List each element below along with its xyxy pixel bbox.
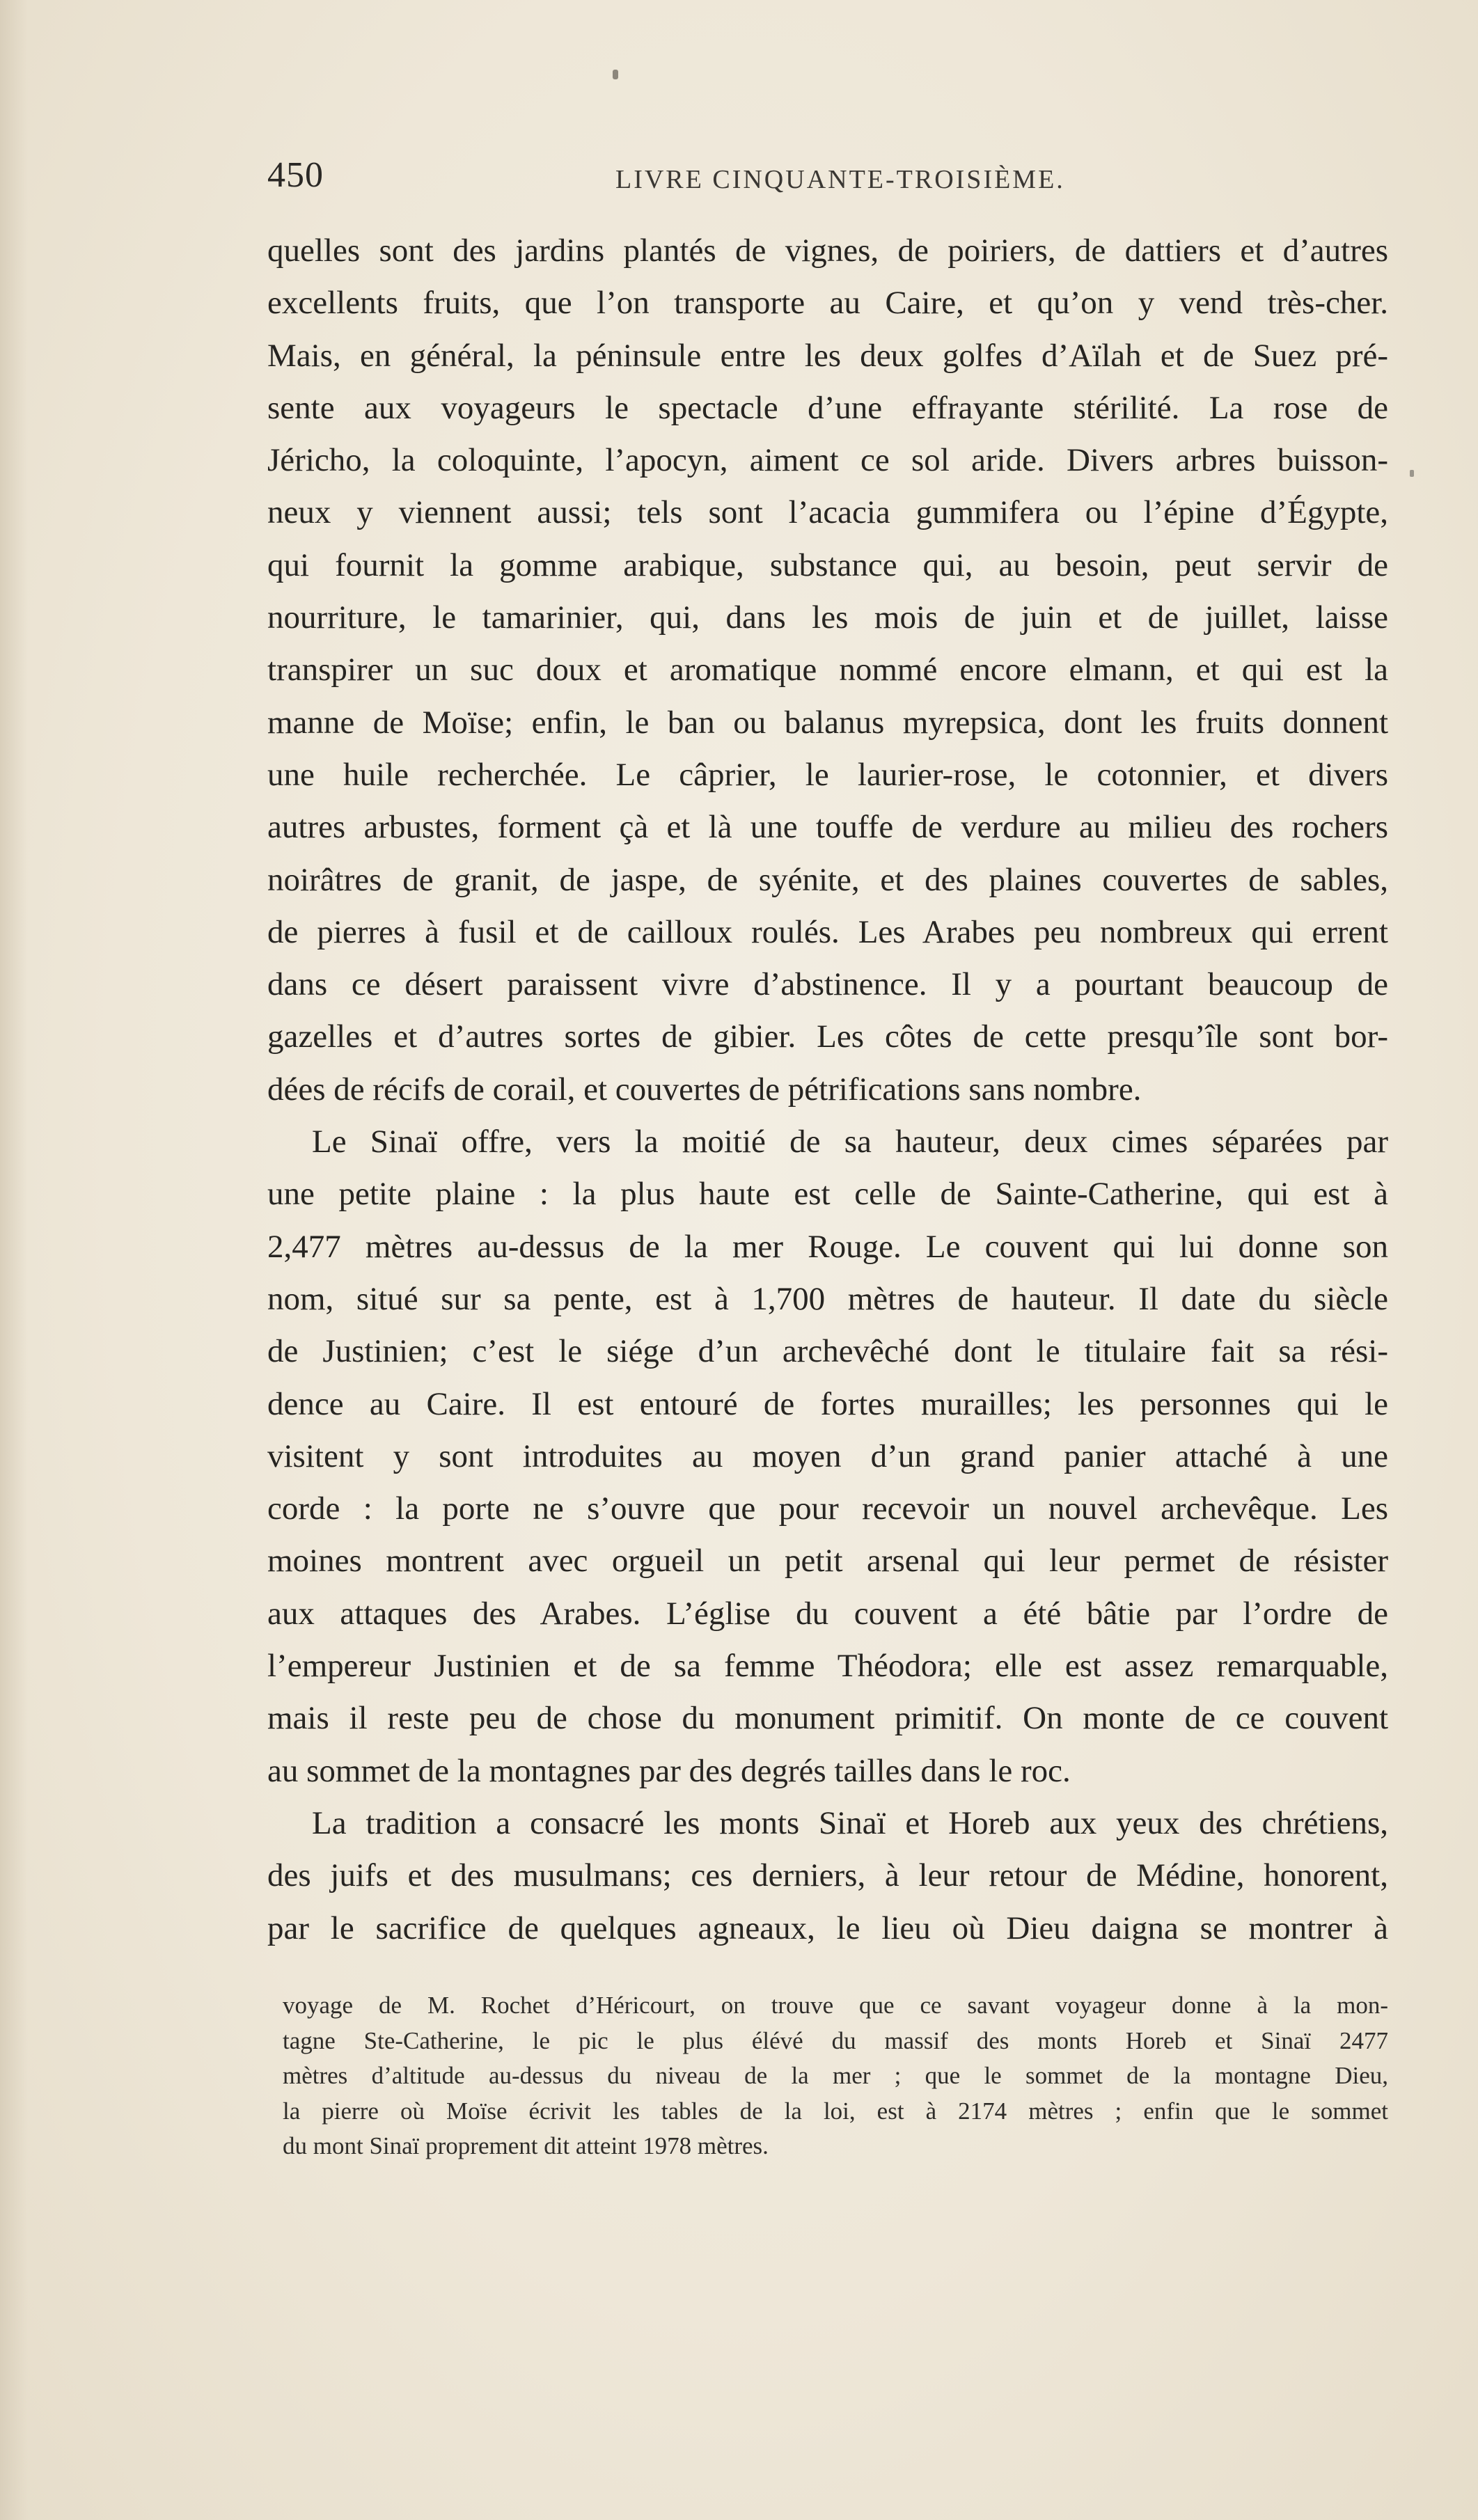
page-header: [267, 155, 1388, 203]
footnote-line: voyage de M. Rochet d’Héricourt, on trouve que ce savant voyageur donne à la mon-: [283, 1992, 1388, 2019]
text-line: La tradition a consacré les monts Sinaï et Horeb aux yeux des chrétiens,: [312, 1804, 1388, 1841]
text-line: quelles sont des jardins plantés de vignes, de poiriers, de dattiers et d’autres: [267, 233, 1388, 269]
page-edge-shadow: [0, 0, 28, 2520]
text-line: par le sacrifice de quelques agneaux, le lieu où Dieu daigna se montrer à: [267, 1909, 1388, 1946]
text-line: corde : la porte ne s’ouvre que pour recevoir un nouvel archevêque. Les: [267, 1490, 1388, 1527]
footnote: [283, 1988, 1388, 2164]
text-line: Mais, en général, la péninsule entre les deux golfes d’Aïlah et de Suez pré-: [267, 337, 1388, 374]
text-line: une petite plaine : la plus haute est celle de Sainte-Catherine, qui est à: [267, 1176, 1388, 1213]
ink-speck: [1410, 470, 1414, 477]
page-number: 450: [267, 155, 324, 195]
footnote-line: mètres d’altitude au-dessus du niveau de la mer ; que le sommet de la montagne Dieu,: [283, 2062, 1388, 2089]
text-line: de Justinien; c’est le siége d’un archevêché dont le titulaire fait sa rési-: [267, 1333, 1388, 1370]
text-line: qui fournit la gomme arabique, substance qui, au besoin, peut servir de: [267, 546, 1388, 583]
text-line: une huile recherchée. Le câprier, le laurier-rose, le cotonnier, et divers: [267, 756, 1388, 793]
text-line: aux attaques des Arabes. L’église du couvent a été bâtie par l’ordre de: [267, 1595, 1388, 1632]
text-line: des juifs et des musulmans; ces derniers, à leur retour de Médine, honorent,: [267, 1857, 1388, 1894]
text-line: gazelles et d’autres sortes de gibier. Les côtes de cette presqu’île sont bor-: [267, 1018, 1388, 1055]
text-line: mais il reste peu de chose du monument primitif. On monte de ce couvent: [267, 1700, 1388, 1737]
text-line: transpirer un suc doux et aromatique nommé encore elmann, et qui est la: [267, 652, 1388, 688]
text-line: nourriture, le tamarinier, qui, dans les mois de juin et de juillet, laisse: [267, 599, 1388, 636]
footnote-line: du mont Sinaï proprement dit atteint 1978 mètres.: [283, 2132, 769, 2159]
text-line: Jéricho, la coloquinte, l’apocyn, aiment ce sol aride. Divers arbres buisson-: [267, 442, 1388, 479]
footnote-line: la pierre où Moïse écrivit les tables de la loi, est à 2174 mètres ; enfin que le sommet: [283, 2097, 1388, 2125]
body-text: [267, 225, 1388, 1955]
text-line: excellents fruits, que l’on transporte au Caire, et qu’on y vend très-cher.: [267, 285, 1388, 322]
text-line: au sommet de la montagnes par des degrés tailles dans le roc.: [267, 1752, 1071, 1789]
text-line: dence au Caire. Il est entouré de fortes murailles; les personnes qui le: [267, 1385, 1388, 1422]
ink-speck: [613, 70, 618, 79]
footnote-line: tagne Ste-Catherine, le pic le plus élévé du massif des monts Horeb et Sinaï 2477: [283, 2026, 1388, 2054]
text-line: visitent y sont introduites au moyen d’un grand panier attaché à une: [267, 1438, 1388, 1474]
text-line: noirâtres de granit, de jaspe, de syénite, et des plaines couvertes de sables,: [267, 861, 1388, 898]
text-line: nom, situé sur sa pente, est à 1,700 mètres de hauteur. Il date du siècle: [267, 1280, 1388, 1317]
text-line: dées de récifs de corail, et couvertes de pétrifications sans nombre.: [267, 1071, 1142, 1108]
text-line: neux y viennent aussi; tels sont l’acacia gummifera ou l’épine d’Égypte,: [267, 494, 1388, 531]
text-line: l’empereur Justinien et de sa femme Théodora; elle est assez remarquable,: [267, 1648, 1388, 1685]
text-line: sente aux voyageurs le spectacle d’une effrayante stérilité. La rose de: [267, 389, 1388, 426]
text-line: autres arbustes, forment çà et là une touffe de verdure au milieu des rochers: [267, 809, 1388, 846]
text-line: Le Sinaï offre, vers la moitié de sa hauteur, deux cimes séparées par: [312, 1124, 1388, 1160]
text-line: 2,477 mètres au-dessus de la mer Rouge. Le couvent qui lui donne son: [267, 1228, 1388, 1265]
text-line: manne de Moïse; enfin, le ban ou balanus myrepsica, dont les fruits donnent: [267, 704, 1388, 741]
text-line: moines montrent avec orgueil un petit arsenal qui leur permet de résister: [267, 1543, 1388, 1580]
running-head: LIVRE CINQUANTE-TROISIÈME.: [615, 165, 1065, 194]
text-line: dans ce désert paraissent vivre d’abstinence. Il y a pourtant beaucoup de: [267, 966, 1388, 1003]
text-line: de pierres à fusil et de cailloux roulés. Les Arabes peu nombreux qui errent: [267, 913, 1388, 950]
